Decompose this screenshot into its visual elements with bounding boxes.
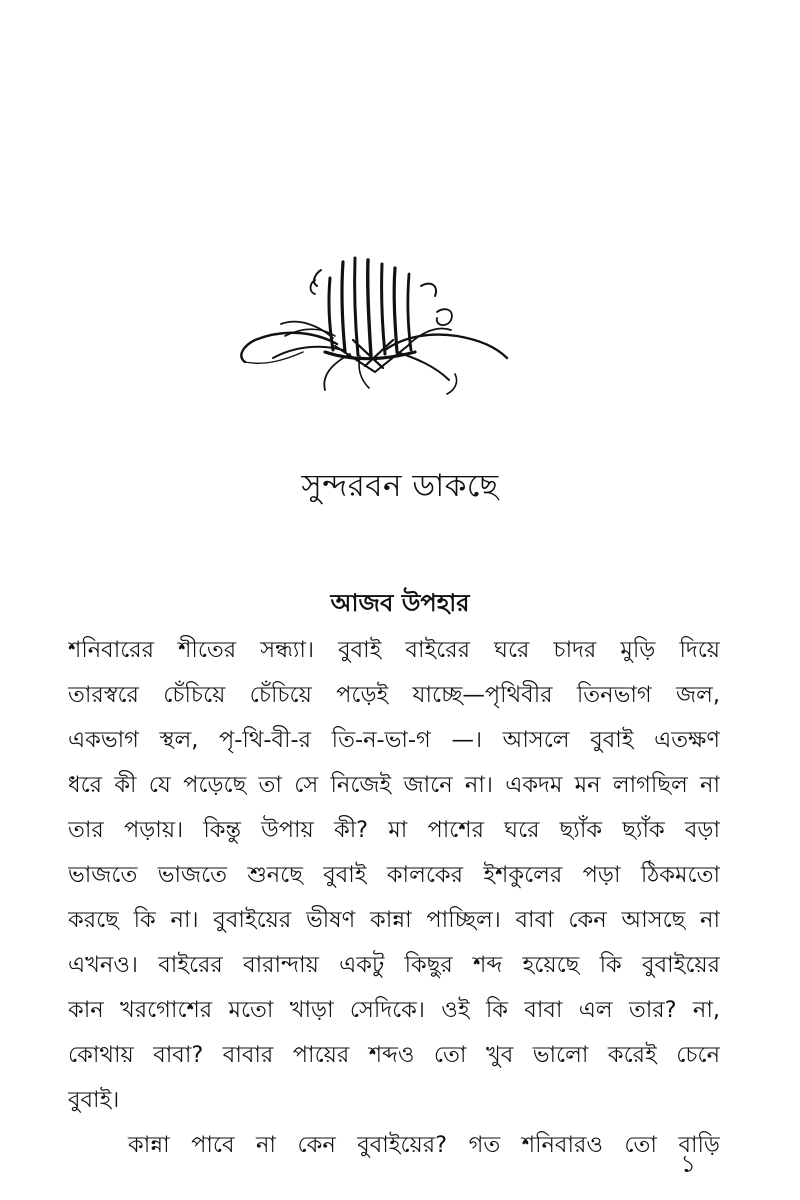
paragraph-line: করছে কি না। বুবাইয়ের ভীষণ কান্না পাচ্ছিল। বাবা কেন আসছে না <box>68 907 720 933</box>
paragraph-line: তারস্বরে চেঁচিয়ে চেঁচিয়ে পড়েই যাচ্ছে—পৃথিবীর তিনভাগ জল, <box>68 682 720 708</box>
paragraph-line: কান খরগোশের মতো খাড়া সেদিকে। ওই কি বাবা এল তার? না, <box>68 997 720 1023</box>
paragraph-line: তার পড়ায়। কিন্তু উপায় কী? মা পাশের ঘরে ছ্যাঁক ছ্যাঁক বড়া <box>68 817 720 843</box>
paragraph-line: ধরে কী যে পড়েছে তা সে নিজেই জানে না। একদম মন লাগছিল না <box>68 772 720 798</box>
paragraph-line: ভাজতে ভাজতে শুনছে বুবাই কালকের ইশকুলের পড়া ঠিকমতো <box>68 862 720 888</box>
body-text <box>68 628 720 1168</box>
mangrove-roots-sketch-icon <box>225 240 525 410</box>
paragraph-line: শনিবারের শীতের সন্ধ্যা। বুবাই বাইরের ঘরে চাদর মুড়ি দিয়ে <box>68 637 720 663</box>
paragraph-line: কান্না পাবে না কেন বুবাইয়ের? গত শনিবারও তো বাড়ি <box>128 1132 720 1158</box>
page-number: ১ <box>680 1150 696 1178</box>
chapter-title: সুন্দরবন ডাকছে <box>301 468 499 504</box>
paragraph-line: এখনও। বাইরের বারান্দায় একটু কিছুর শব্দ হয়েছে কি বুবাইয়ের <box>68 952 720 978</box>
section-title: আজব উপহার <box>330 589 470 617</box>
paragraph-line: কোথায় বাবা? বাবার পায়ের শব্দও তো খুব ভালো করেই চেনে <box>68 1042 720 1068</box>
paragraph-line: একভাগ স্থল, পৃ-থি-বী-র তি-ন-ভা-গ —। আসলে বুবাই এতক্ষণ <box>68 727 720 753</box>
paragraph-line: বুবাই। <box>68 1087 120 1113</box>
